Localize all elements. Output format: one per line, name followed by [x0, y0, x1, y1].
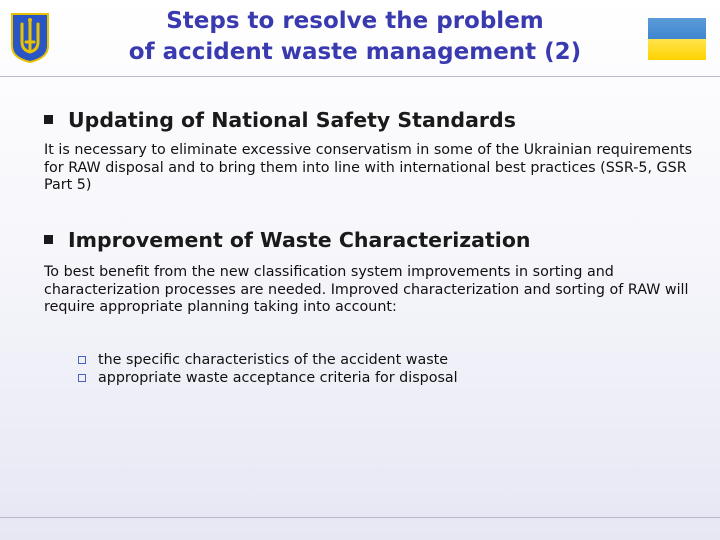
- title-line-1: Steps to resolve the problem: [166, 8, 544, 34]
- ukraine-flag-icon: [648, 18, 706, 60]
- list-item: the specific characteristics of the accident waste: [78, 352, 458, 370]
- section-heading-text: Updating of National Safety Standards: [68, 108, 516, 132]
- flag-yellow-stripe: [648, 39, 706, 60]
- section-body-standards: It is necessary to eliminate excessive conservatism in some of the Ukrainian requirements for RAW disposal and to bring them into line with international best practices (SSR-5, GSR Part 5): [44, 142, 693, 193]
- section-body-characterization: To best benefit from the new classification system improvements in sorting and characterization processes are needed. Improved characterization and sorting of RAW will require appropriate planning taking into account:: [44, 264, 689, 315]
- page-title: [60, 6, 650, 68]
- list-item: appropriate waste acceptance criteria for disposal: [78, 370, 458, 388]
- square-bullet-icon: [44, 115, 53, 124]
- flag-blue-stripe: [648, 18, 706, 39]
- section-heading-characterization: [44, 228, 531, 252]
- consideration-list: [78, 352, 458, 387]
- checkbox-bullet-icon: [78, 356, 86, 364]
- checkbox-bullet-icon: [78, 374, 86, 382]
- section-heading-text: Improvement of Waste Characterization: [68, 228, 531, 252]
- footer-divider: [0, 517, 720, 518]
- ukraine-trident-emblem-icon: [10, 12, 50, 64]
- square-bullet-icon: [44, 235, 53, 244]
- title-line-2: of accident waste management (2): [128, 39, 582, 65]
- title-divider: [0, 76, 720, 77]
- section-heading-standards: [44, 108, 516, 132]
